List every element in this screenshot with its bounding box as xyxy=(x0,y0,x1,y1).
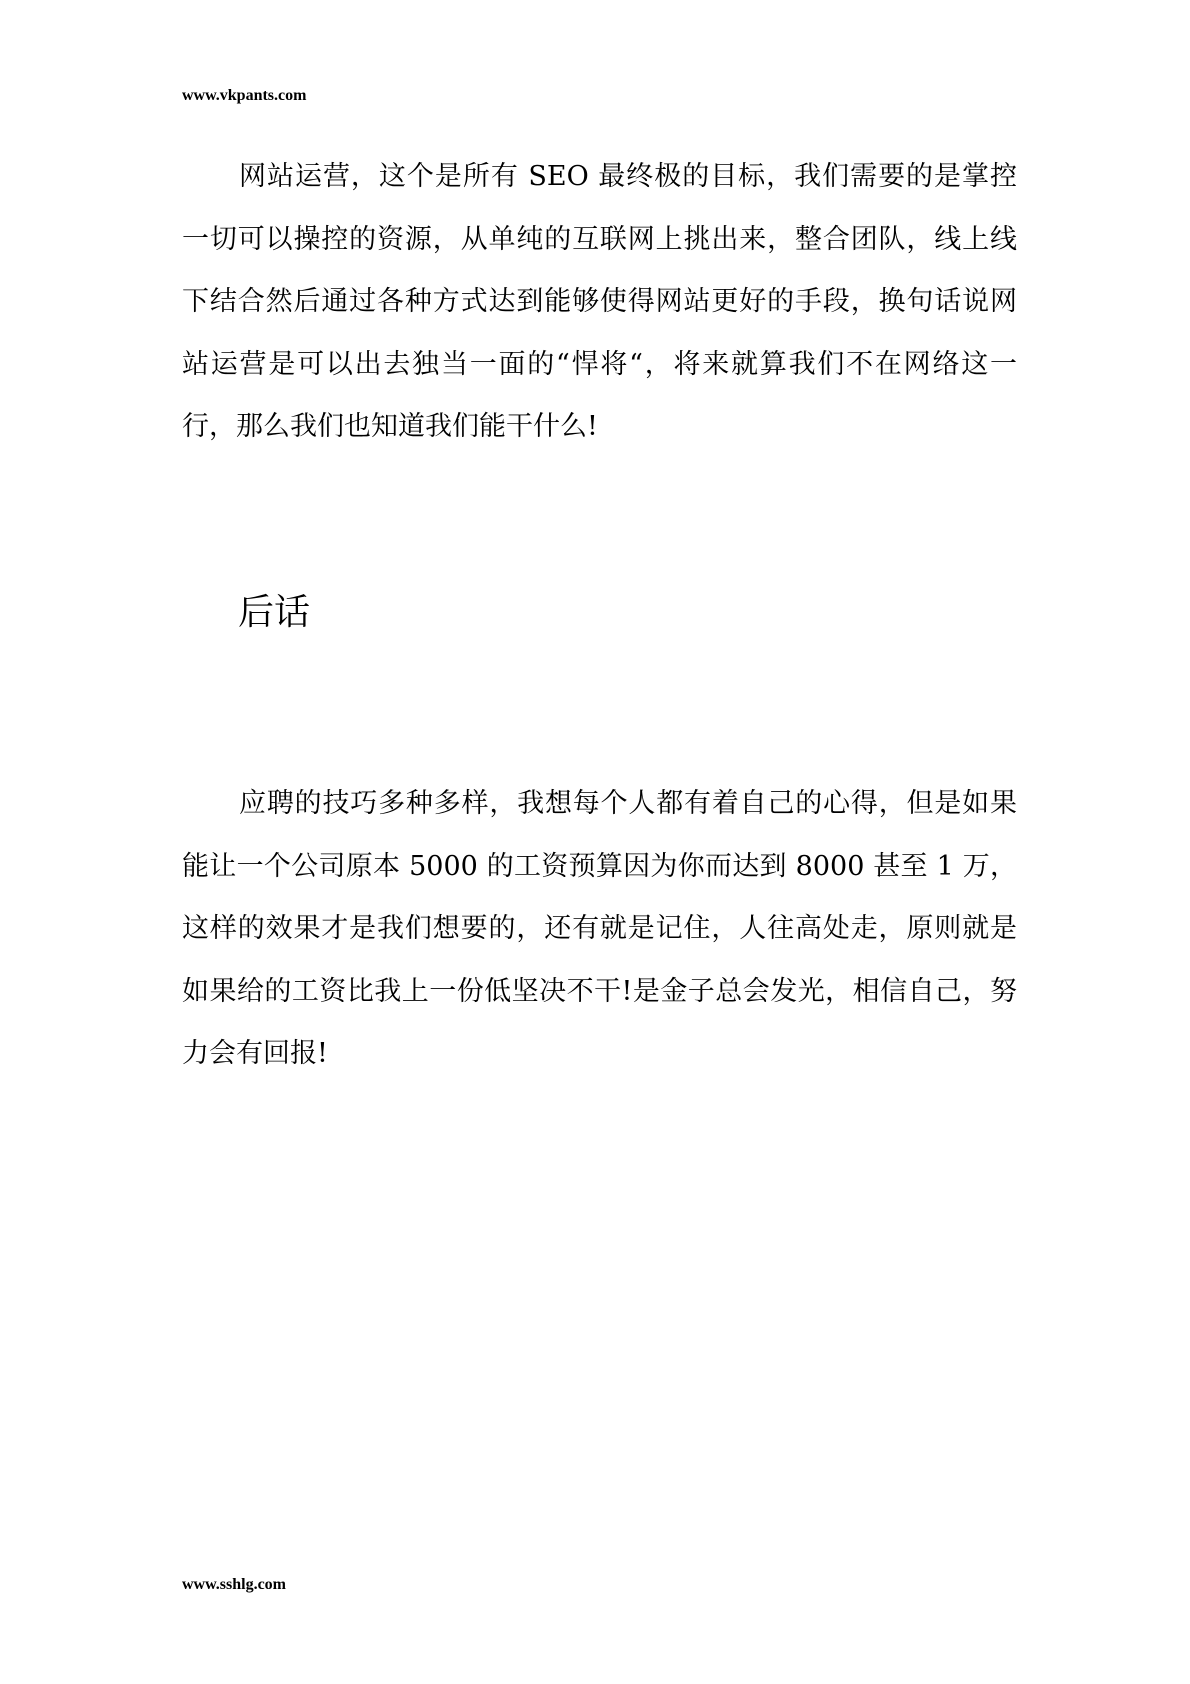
footer-url: www.sshlg.com xyxy=(182,1576,287,1593)
header-url: www.vkpants.com xyxy=(182,87,307,104)
body-paragraph-1: 网站运营，这个是所有 SEO 最终极的目标，我们需要的是掌控一切可以操控的资源，从单纯的互联网上挑出来，整合团队，线上线下结合然后通过各种方式达到能够使得网站更好的手段，换句话说网站运营是可以出去独当一面的“悍将“，将来就算我们不在网络这一行，那么我们也知道我们能干什么! xyxy=(182,161,1017,442)
body-paragraph-2: 应聘的技巧多种多样，我想每个人都有着自己的心得，但是如果能让一个公司原本 5000 的工资预算因为你而达到 8000 甚至 1 万，这样的效果才是我们想要的，还有就是记住，人往高处走，原则就是如果给的工资比我上一份低坚决不干!是金子总会发光，相信自己，努力会有回报! xyxy=(182,788,1017,1069)
section-heading: 后话 xyxy=(238,592,311,633)
